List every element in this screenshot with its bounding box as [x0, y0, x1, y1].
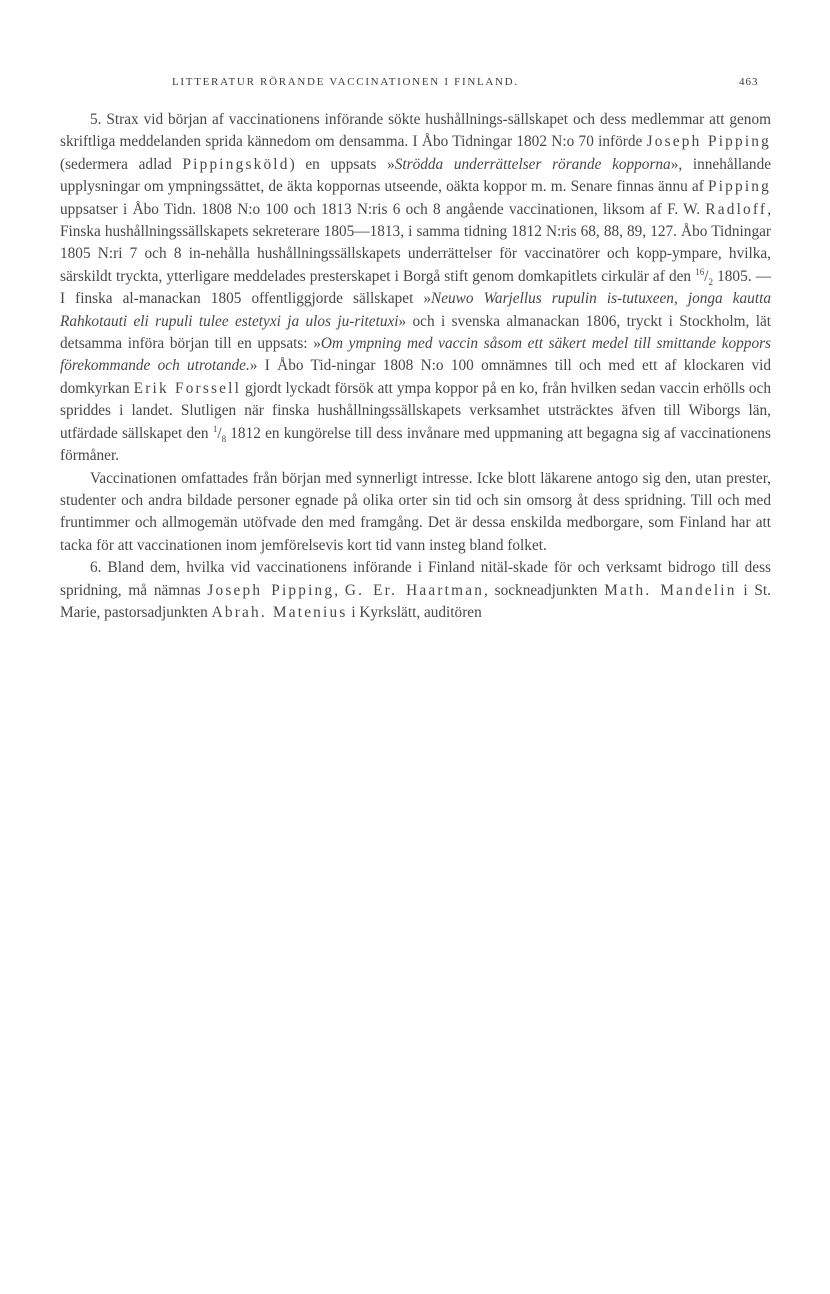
body-text [60, 109, 771, 624]
text-run: (sedermera adlad [60, 155, 172, 173]
page-number: 463 [739, 76, 759, 88]
person-name: Joseph Pipping [646, 133, 771, 151]
text-run: 1805. — I finska al-manackan 1805 offentliggjorde sällskapet » [60, 267, 771, 308]
text-run: 5. Strax vid början af vaccinationens införande sökte hushållnings-sällskapet och dess medlemmar att genom skriftliga meddelanden sprida kännedom om densamma. I Åbo Tidningar 1802 N:o 70 införde [60, 111, 771, 151]
text-run: i Kyrkslätt, auditören [351, 603, 482, 621]
person-name: Abrah. Matenius [211, 603, 348, 621]
person-name: G. Er. Haartman [344, 581, 485, 599]
article-title: Om ympning med vaccin såsom ett säkert medel till smittande koppors förekommande och utrotande. [60, 335, 772, 375]
person-name: Pippingsköld [182, 155, 290, 173]
text-run: 6. Bland dem, hvilka vid vaccinationens införande i Finland nitäl-skade för och verksamt bidrogo till dess spridning, må nämnas [60, 559, 771, 599]
paragraph-6 [60, 557, 771, 624]
page-header [0, 76, 830, 96]
running-title: LITTERATUR RÖRANDE VACCINATIONEN I FINLAND. [172, 76, 519, 88]
date-fraction-denominator: 8 [221, 433, 227, 444]
article-title: Neuwo Warjellus rupulin is-tutuxeen, jonga kautta Rahkotauti eli rupuli tulee estetyxi ja ulos ju-ritetuxi [60, 290, 771, 330]
text-run: i St. Marie, pastorsadjunkten [60, 581, 772, 621]
text-run: » och i svenska almanackan 1806, tryckt i Stockholm, lät detsamma införa början till en uppsats: » [60, 312, 771, 353]
article-title: Strödda underrättelser rörande kopporna [394, 155, 671, 173]
text-run: », innehållande upplysningar om ympningssättet, de äkta koppornas utseende, oäkta koppor m. m. Senare finnas ännu af [60, 155, 772, 196]
person-name: Radloff [705, 200, 768, 218]
text-run: , [334, 581, 339, 599]
text-run: , Finska hushållningssällskapets sekreterare 1805—1813, i samma tidning 1812 N:ris 68, 88, 89, 127. Åbo Tidningar 1805 N:ri 7 och 8 in-nehålla hushållningssällskapets underrättelser för vaccinatörer och kopp-ympare, hvilka, särskildt tryckta, ytterligare meddelades presterskapet i Borgå stift genom domkapitlets cirkulär af den [60, 200, 772, 285]
paragraph-interest: Vaccinationen omfattades från början med synnerligt intresse. Icke blott läkarene antogo sig den, utan prester, studenter och andra bildade personer egnade på olika orter sin tid och sin omsorg åt dess spridning. Till och med fruntimmer och allmogemän utöfvade den med framgång. Det är dessa enskilda medborgare, som Finland har att tacka för att vaccinationen inom jemförelsevis kort tid vann insteg bland folket. [60, 469, 771, 554]
person-name: Pipping [708, 178, 772, 196]
date-fraction-numerator: 1 [212, 423, 218, 434]
text-run: uppsatser i Åbo Tidn. 1808 N:o 100 och 1813 N:ris 6 och 8 angående vaccinationen, liksom af F. W. [60, 200, 701, 218]
text-run: gjordt lyckadt försök att ympa koppor på en ko, från hvilken sedan vaccin erhölls och spriddes i landet. Slutligen när finska hushållningssällskapets verksamhet utsträcktes äfven till Wiborgs län, utfärdade sällskapet den [60, 379, 771, 442]
text-run: » I Åbo Tid-ningar 1808 N:o 100 omnämnes till och med ett af klockaren vid domkyrkan [60, 357, 771, 397]
person-name: Erik Forssell [133, 379, 242, 397]
date-fraction-numerator: 16 [695, 266, 705, 277]
text-run: ) en uppsats » [289, 155, 395, 173]
date-fraction-denominator: 2 [708, 276, 713, 287]
person-name: Math. Mandelin [604, 581, 737, 599]
text-run: 1812 en kungörelse till dess invånare med uppmaning att begagna sig af vaccinationens förmåner. [60, 424, 772, 465]
paragraph-5: 5. Strax vid början af vaccinationens införande sökte hushållnings-sällskapet och dess medlemmar att genom skriftliga meddelanden sprida kännedom om densamma. I Åbo Tidningar 1802 N:o 70 införde Joseph Pipping (sedermera adlad Pippingsköld) en uppsats »Strödda underrättelser rörande kopporna», innehållande upplysningar om ympningssättet, de äkta koppornas utseende, oäkta koppor m. m. Senare finnas ännu af Pipping uppsatser i Åbo Tidn. 1808 N:o 100 och 1813 N:ris 6 och 8 angående vaccinationen, liksom af F. W. Radloff, Finska hushållningssällskapets sekreterare 1805—1813, i samma tidning 1812 N:ris 68, 88, 89, 127. Åbo Tidningar 1805 N:ri 7 och 8 in-nehålla hushållningssällskapets underrättelser för vaccinatörer och kopp-ympare, hvilka, särskildt tryckta, ytterligare meddelades presterskapet i Borgå stift genom domkapitlets cirkulär af den $^{16}/_2$ 1805. — I finska al-manackan 1805 offentliggjorde sällskapet »Neuwo Warjellus rupulin is-tutuxeen, jonga kautta Rahkotauti eli rupuli tulee estetyxi ja ulos ju-ritetuxi» och i svenska almanackan 1806, tryckt i Stockholm, lät detsamma införa början till en uppsats: »Om ympning med vaccin såsom ett säkert medel till smittande koppors förekommande och utrotande.» I Åbo Tid-ningar 1808 N:o 100 omnämnes till och med ett af klockaren vid domkyrkan Erik Forssell gjordt lyckadt försök att ympa koppor på en ko, från hvilken sedan vaccin erhölls och spriddes i landet. Slutligen när finska hushållningssällskapets verksamhet utsträcktes äfven till Wiborgs län, utfärdade sällskapet den $^1/_8$ 1812 en kungörelse till dess invånare med uppmaning att begagna sig af vaccinationens förmåner. [60, 111, 772, 465]
person-name: Joseph Pipping [207, 581, 335, 599]
text-run: , sockneadjunkten [484, 581, 598, 599]
